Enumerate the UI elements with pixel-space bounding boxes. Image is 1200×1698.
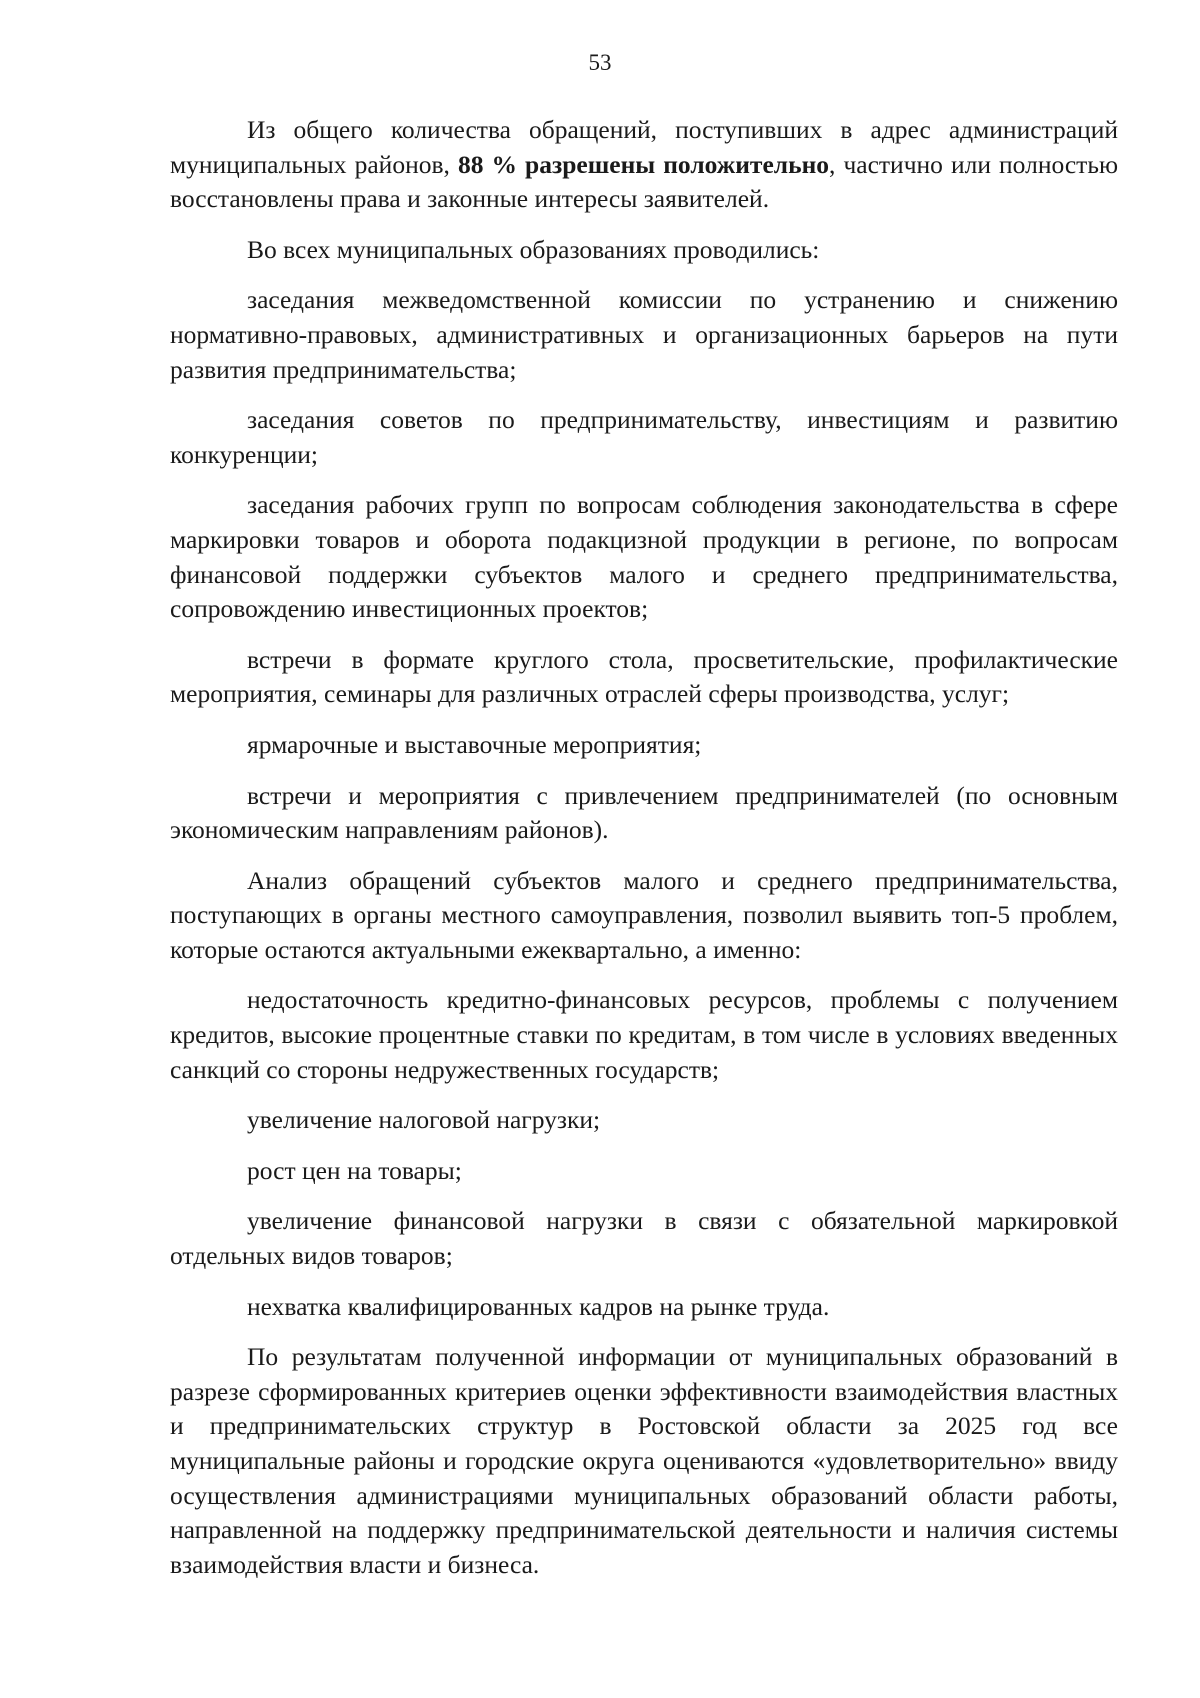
paragraph: Во всех муниципальных образованиях проводились: xyxy=(247,234,820,264)
highlighted-result: 88 % разрешены положительно xyxy=(457,149,830,179)
paragraph: увеличение финансовой нагрузки в связи с обязательной маркировкой отдельных видов товаров; xyxy=(170,1206,1118,1271)
page-number: 53 xyxy=(588,50,612,75)
paragraph: заседания советов по предпринимательству, инвестициям и развитию конкуренции; xyxy=(170,405,1118,469)
paragraph-appeals-result xyxy=(170,113,1118,217)
paragraph-text: Из общего количества обращений, поступивших в адрес администраций муниципальных районов, xyxy=(170,115,1118,179)
paragraph: встречи в формате круглого стола, просветительские, профилактические мероприятия, семинары для различных отраслей сферы производства, услуг; xyxy=(170,644,1118,709)
paragraph: По результатам полученной информации от муниципальных образований в разрезе сформированных критериев оценки эффективности взаимодействия властных и предпринимательских структур в Ростовской области за 2025 год все муниципальные районы и городские округа оцениваются «удовлетворительно» ввиду осуществления администрациями муниципальных образований области работы, направленной на поддержку предпринимательской деятельности и наличия системы взаимодействия власти и бизнеса. xyxy=(170,1342,1118,1579)
paragraph: увеличение налоговой нагрузки; xyxy=(247,1105,601,1135)
paragraph: рост цен на товары; xyxy=(247,1155,462,1185)
paragraph: ярмарочные и выставочные мероприятия; xyxy=(247,729,702,759)
paragraph: недостаточность кредитно-финансовых ресурсов, проблемы с получением кредитов, высокие процентные ставки по кредитам, в том числе в условиях введенных санкций со стороны недружественных государств; xyxy=(170,985,1118,1084)
document-body xyxy=(170,113,1118,1598)
paragraph: заседания межведомственной комиссии по устранению и снижению нормативно-правовых, административных и организационных барьеров на пути развития предпринимательства; xyxy=(170,285,1118,384)
paragraph: Анализ обращений субъектов малого и среднего предпринимательства, поступающих в органы местного самоуправления, позволил выявить топ-5 проблем, которые остаются актуальными ежеквартально, а именно: xyxy=(170,865,1118,964)
paragraph-text: , частично или полностью восстановлены права и законные интересы заявителей. xyxy=(170,149,1118,214)
paragraph: заседания рабочих групп по вопросам соблюдения законодательства в сфере маркировки товаров и оборота подакцизной продукции в регионе, по вопросам финансовой поддержки субъектов малого и среднего предпринимательства, сопровождению инвестиционных проектов; xyxy=(170,490,1118,624)
paragraph: встречи и мероприятия с привлечением предпринимателей (по основным экономическим направлениям районов). xyxy=(170,780,1118,845)
paragraph: нехватка квалифицированных кадров на рынке труда. xyxy=(247,1291,830,1321)
